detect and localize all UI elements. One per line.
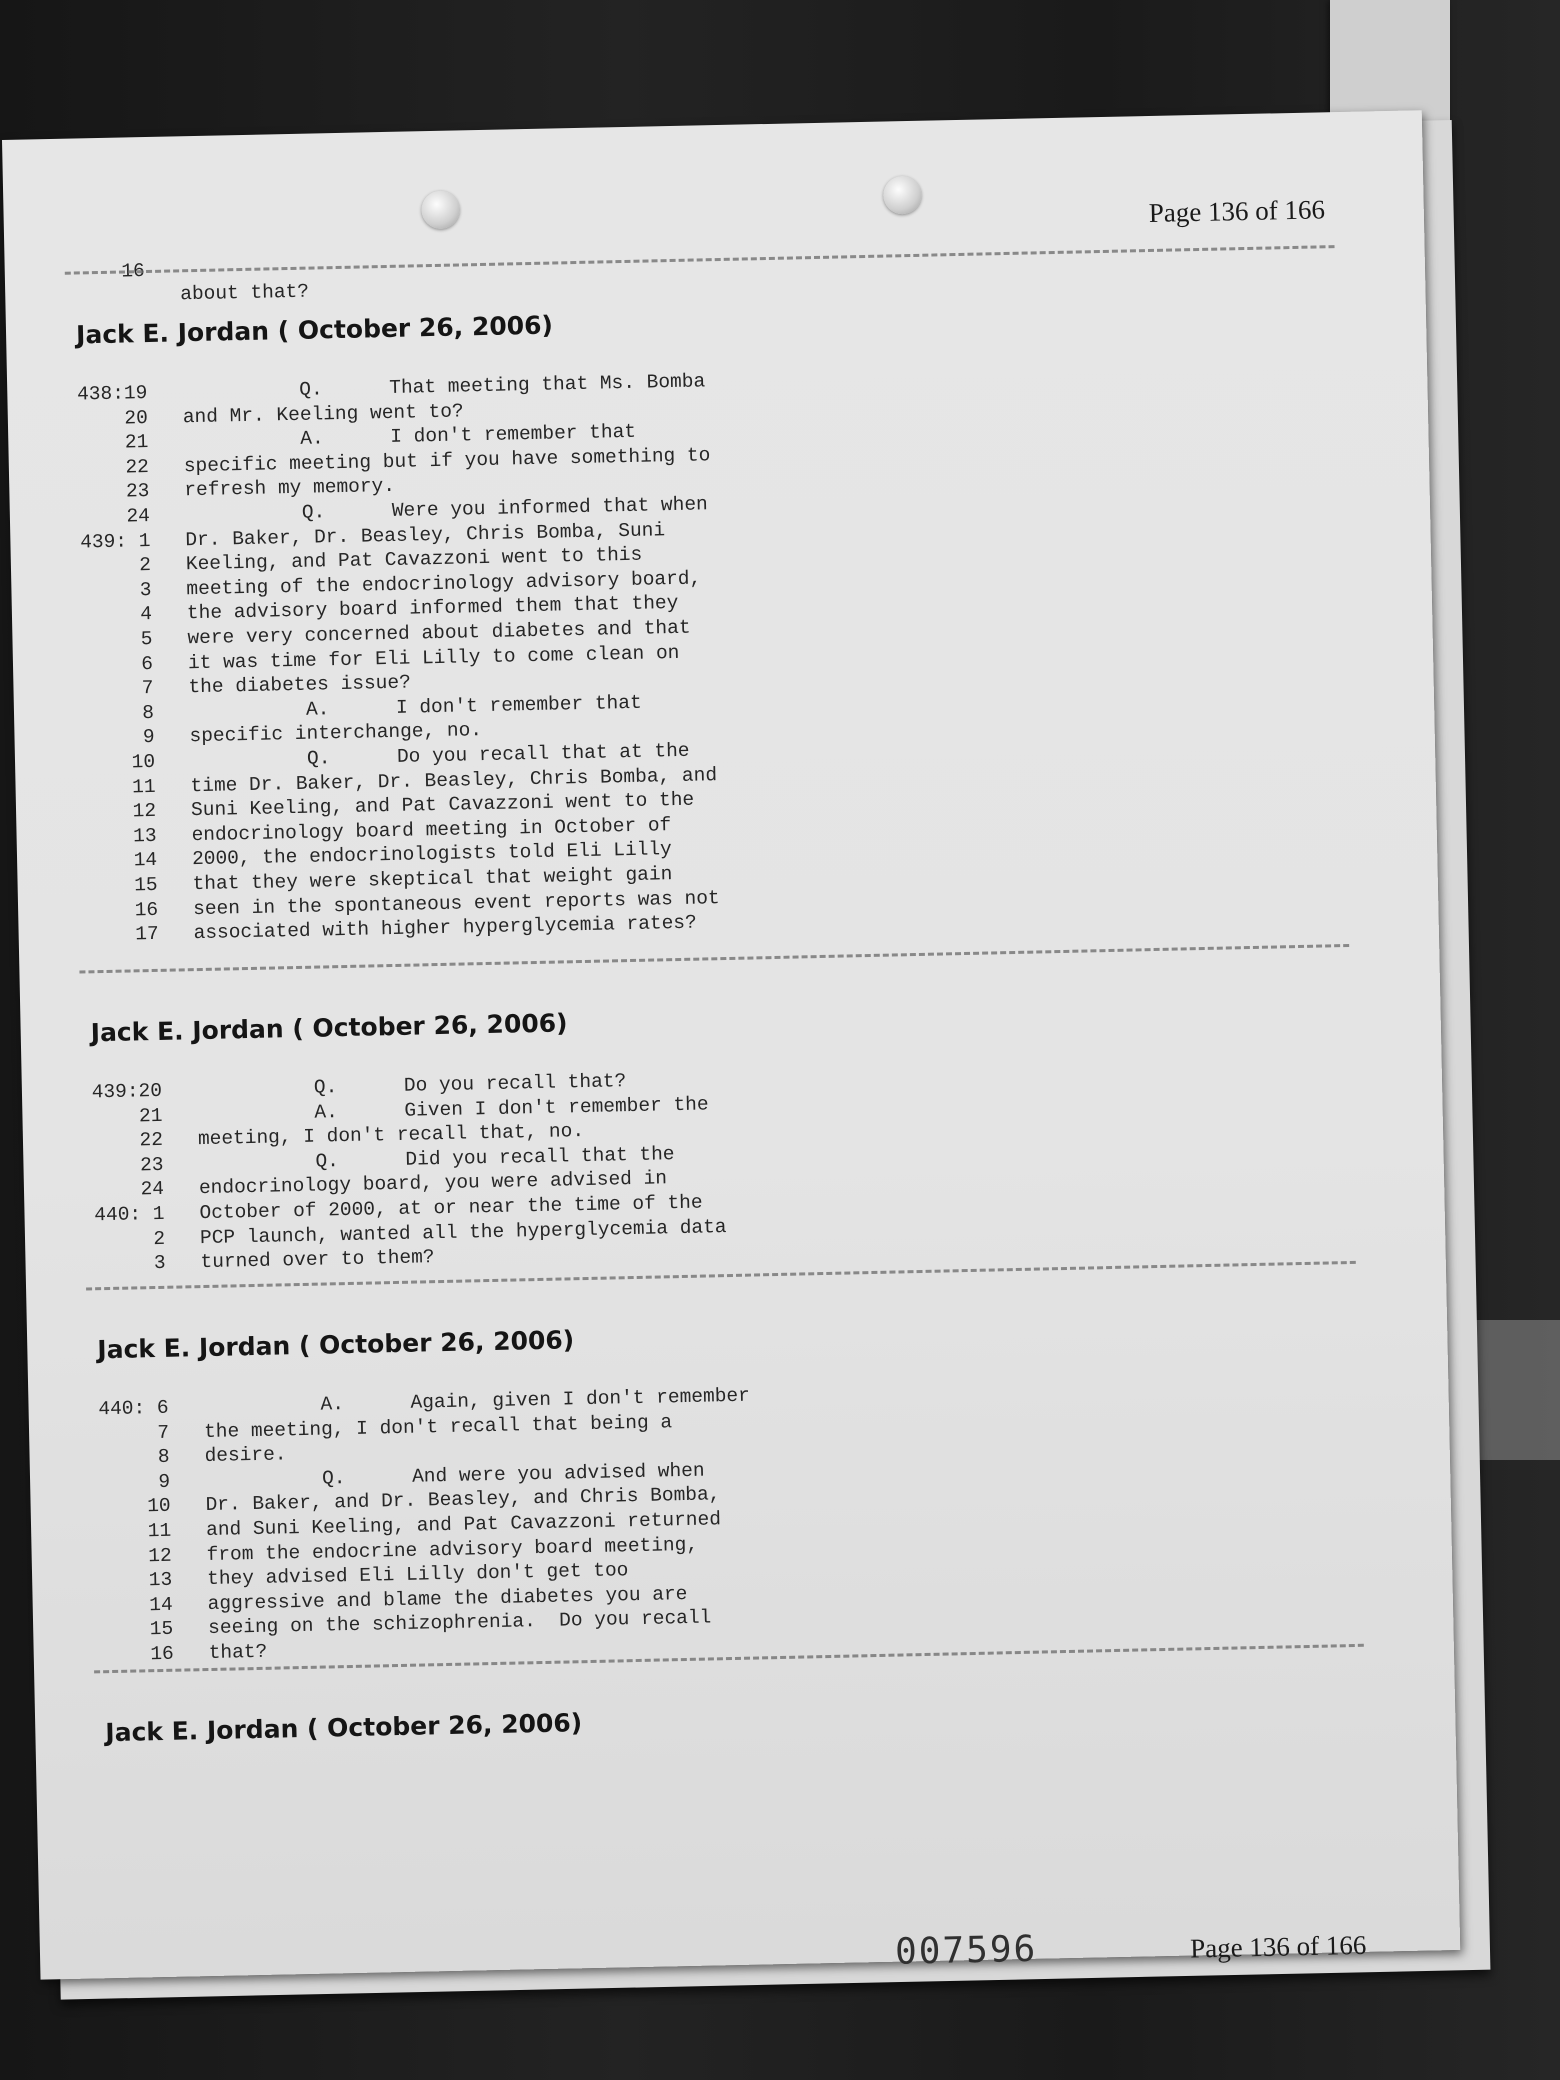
transcript-text: associated with higher hyperglycemia rates? (193, 911, 697, 945)
line-number: 4 (140, 603, 153, 626)
transcript-text: aggressive and blame the diabetes you are (207, 1582, 688, 1615)
line-number: 6 (141, 652, 154, 675)
line-number: 17 (135, 923, 159, 946)
line-number: 9 (142, 726, 155, 749)
line-number: 439:20 (91, 1079, 163, 1104)
line-number: 22 (139, 1129, 164, 1152)
speaker-label: Q. (313, 1076, 338, 1099)
line-number: 20 (124, 406, 149, 430)
speaker-label: A. (305, 698, 330, 721)
line-number: 438:19 (76, 382, 148, 406)
line-number: 15 (149, 1618, 174, 1641)
transcript-text: That meeting that Ms. Bomba (389, 370, 706, 399)
line-number: 21 (124, 431, 149, 454)
line-number: 3 (153, 1252, 166, 1275)
speaker-label: A. (320, 1393, 345, 1416)
line-number: 16 (134, 898, 159, 921)
transcript-page (2, 110, 1460, 1979)
line-number: 440: 6 (98, 1396, 169, 1421)
line-number: 13 (148, 1568, 173, 1592)
transcript-text: Do you recall that at the (396, 739, 690, 768)
line-number: 3 (139, 578, 152, 602)
speaker-label: Q. (306, 747, 331, 770)
line-number: 5 (140, 627, 153, 651)
transcript-text: I don't remember that (395, 691, 642, 719)
transcript-text: Were you informed that when (391, 493, 708, 522)
line-number: 24 (140, 1178, 165, 1201)
section-title: Jack E. Jordan ( October 26, 2006) (105, 1708, 583, 1748)
transcript-text: endocrinology board meeting in October of (191, 813, 672, 846)
bates-number: 007596 (894, 1928, 1038, 1973)
transcript-text: it was time for Eli Lilly to come clean on (187, 641, 680, 674)
speaker-label: A. (300, 427, 324, 451)
transcript-text: were very concerned about diabetes and that (187, 616, 691, 650)
section-divider (65, 245, 1335, 275)
line-number: 22 (125, 455, 150, 479)
transcript-text: and Suni Keeling, and Pat Cavazzoni returned (205, 1508, 722, 1542)
transcript-text: Keeling, and Pat Cavazzoni went to this (185, 543, 643, 576)
section-title: Jack E. Jordan ( October 26, 2006) (97, 1325, 575, 1365)
section-divider (94, 1644, 1364, 1674)
line-number: 11 (131, 775, 156, 799)
transcript-text: seeing on the schizophrenia. Do you recall (207, 1606, 712, 1640)
transcript-text: seen in the spontaneous event reports was not (192, 886, 720, 920)
transcript-text: Did you recall that the (405, 1142, 675, 1171)
transcript-text: they advised Eli Lilly don't get too (206, 1559, 629, 1591)
transcript-text: I don't remember that (390, 420, 637, 449)
transcript-text: Suni Keeling, and Pat Cavazzoni went to the (190, 788, 695, 822)
line-number: 21 (138, 1104, 163, 1127)
transcript-text: Dr. Baker, Dr. Beasley, Chris Bomba, Suni (185, 518, 666, 551)
line-number: 11 (147, 1519, 172, 1543)
line-number: 23 (125, 480, 150, 503)
transcript-text: specific meeting but if you have something to (183, 444, 711, 478)
transcript-text: specific interchange, no. (189, 719, 483, 748)
line-number: 2 (139, 554, 152, 577)
speaker-label: Q. (301, 501, 326, 524)
speaker-label: A. (314, 1100, 339, 1124)
line-number: 7 (157, 1421, 170, 1444)
speaker-label: Q. (299, 378, 323, 401)
line-number: 15 (134, 873, 158, 897)
transcript-text: endocrinology board, you were advised in (198, 1167, 668, 1200)
speaker-label: Q. (315, 1149, 340, 1173)
section-title: Jack E. Jordan ( October 26, 2006) (75, 310, 554, 350)
footer-page-number: Page 136 of 166 (1189, 1929, 1367, 1964)
transcript-text: meeting, I don't recall that, no. (197, 1120, 585, 1151)
transcript-text: turned over to them? (200, 1246, 435, 1274)
transcript-text: And were you advised when (411, 1459, 705, 1488)
speaker-label: Q. (321, 1466, 346, 1490)
line-number: 2 (153, 1227, 166, 1250)
line-number: 14 (149, 1593, 173, 1617)
line-number: 10 (147, 1495, 171, 1518)
transcript-text: Do you recall that? (403, 1070, 627, 1097)
transcript-text: Again, given I don't remember (410, 1384, 751, 1414)
line-number: 12 (132, 800, 157, 823)
transcript-text: refresh my memory. (184, 475, 396, 502)
transcript-text: 2000, the endocrinologists told Eli Lilly (191, 838, 673, 871)
transcript-text: October of 2000, at or near the time of the (199, 1191, 703, 1225)
transcript-text: that? (208, 1640, 268, 1664)
transcript-text: the meeting, I don't recall that being a (203, 1410, 673, 1443)
transcript-text: about that? (180, 280, 310, 306)
transcript-text: and Mr. Keeling went to? (182, 399, 464, 428)
line-number: 13 (132, 824, 157, 848)
transcript-text: Dr. Baker, and Dr. Beasley, and Chris Bomba, (205, 1483, 721, 1517)
line-number: 24 (126, 504, 151, 528)
line-number: 16 (150, 1642, 174, 1666)
transcript-text: Given I don't remember the (404, 1093, 709, 1122)
line-number: 440: 1 (94, 1202, 165, 1227)
transcript-text: meeting of the endocrinology advisory board, (186, 567, 702, 601)
line-number: 23 (139, 1153, 164, 1177)
transcript-text: time Dr. Baker, Dr. Beasley, Chris Bomba, and (190, 763, 718, 797)
line-number: 7 (141, 677, 154, 700)
transcript-text: the advisory board informed them that they (186, 592, 679, 625)
line-number: 9 (158, 1470, 171, 1493)
transcript-text: that they were skeptical that weight gain (192, 863, 673, 896)
punch-hole-right (883, 176, 922, 215)
line-number: 14 (133, 849, 158, 872)
section-divider (79, 944, 1349, 974)
punch-hole-left (421, 190, 460, 229)
line-number: 439: 1 (79, 529, 151, 554)
top-fragment-line (4, 237, 310, 334)
line-number: 10 (131, 750, 156, 774)
section-title: Jack E. Jordan ( October 26, 2006) (90, 1008, 568, 1048)
transcript-text: desire. (204, 1443, 287, 1468)
line-number: 12 (148, 1544, 172, 1567)
line-number: 16 (121, 260, 146, 283)
line-number: 8 (142, 701, 155, 724)
transcript-text: the diabetes issue? (188, 671, 412, 699)
transcript-text: PCP launch, wanted all the hyperglycemia data (199, 1215, 727, 1249)
line-number: 8 (157, 1445, 170, 1469)
transcript-text: from the endocrine advisory board meeting, (206, 1533, 699, 1566)
header-page-number: Page 136 of 166 (1148, 194, 1326, 228)
